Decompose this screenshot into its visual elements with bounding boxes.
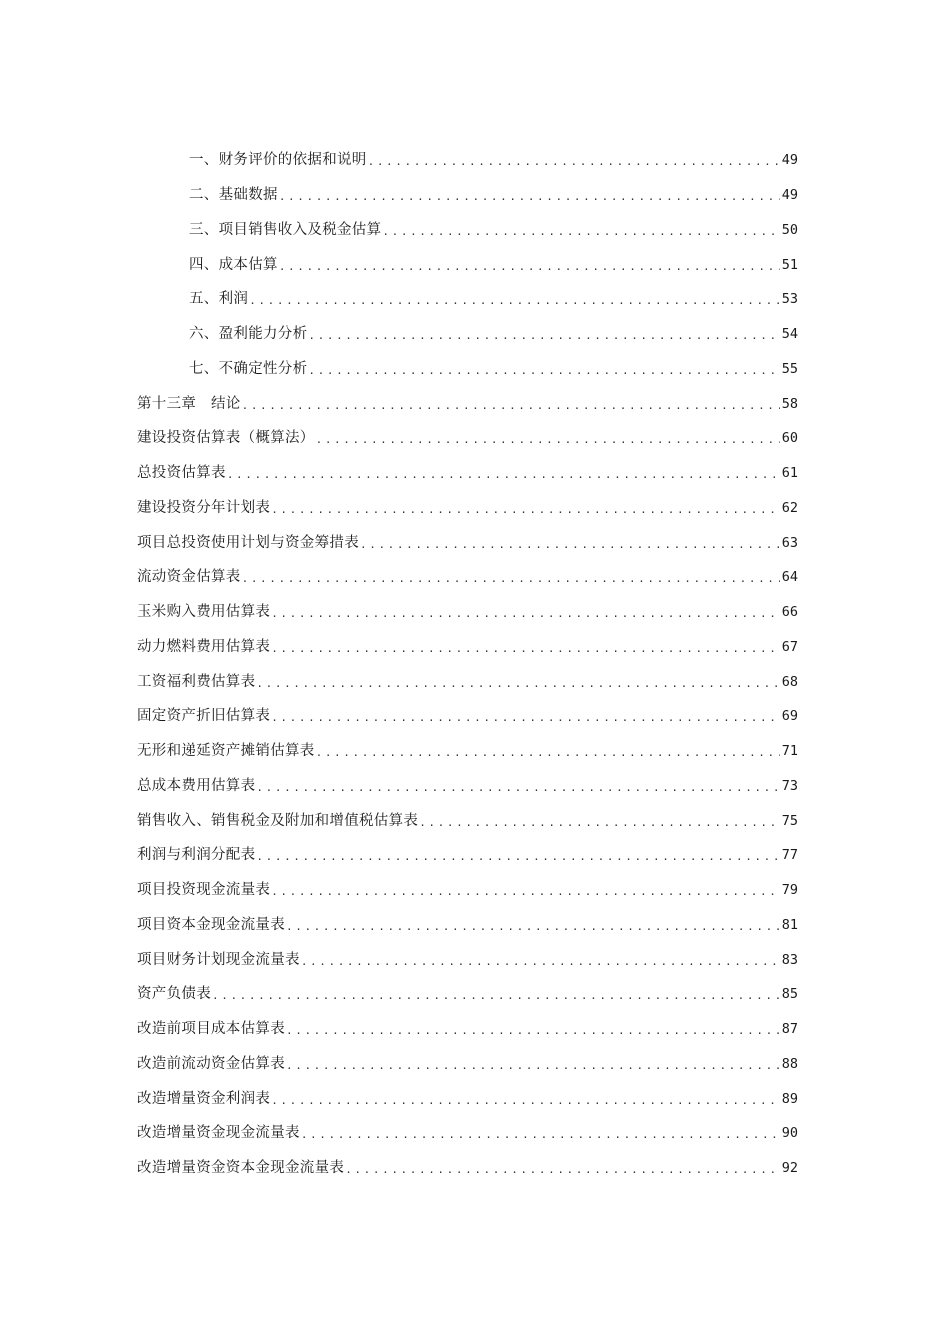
- toc-entry[interactable]: [0, 1116, 950, 1151]
- toc-page-number: 69: [781, 708, 798, 725]
- toc-dot-leader: [227, 465, 780, 485]
- toc-entry[interactable]: [0, 838, 950, 873]
- toc-entry[interactable]: [0, 977, 950, 1012]
- toc-page-number: 66: [781, 604, 798, 621]
- toc-dot-leader: [301, 952, 780, 972]
- toc-dot-leader: [382, 222, 779, 242]
- toc-entry[interactable]: [0, 1151, 950, 1186]
- toc-entry-title: 四、成本估算: [189, 256, 278, 273]
- toc-entry[interactable]: [0, 317, 950, 352]
- toc-dot-leader: [419, 813, 780, 833]
- toc-entry[interactable]: [0, 1081, 950, 1116]
- toc-dot-leader: [271, 882, 780, 902]
- toc-entry-title: 建设投资分年计划表: [137, 499, 271, 516]
- toc-page-number: 53: [781, 291, 798, 308]
- toc-dot-leader: [345, 1160, 780, 1180]
- toc-dot-leader: [316, 430, 780, 450]
- toc-entry[interactable]: [0, 908, 950, 943]
- toc-entry[interactable]: [0, 491, 950, 526]
- toc-page-number: 64: [781, 569, 798, 586]
- toc-dot-leader: [308, 326, 779, 346]
- toc-entry-title: 改造增量资金资本金现金流量表: [137, 1160, 345, 1177]
- toc-entry[interactable]: [0, 942, 950, 977]
- toc-page-number: 90: [781, 1125, 798, 1142]
- toc-dot-leader: [316, 743, 780, 763]
- toc-entry[interactable]: [0, 595, 950, 630]
- toc-page-number: 81: [781, 916, 798, 933]
- toc-dot-leader: [242, 569, 780, 589]
- toc-dot-leader: [242, 396, 780, 416]
- toc-dot-leader: [368, 152, 780, 172]
- toc-page-number: 62: [781, 499, 798, 516]
- toc-entry[interactable]: [0, 386, 950, 421]
- toc-entry[interactable]: [0, 456, 950, 491]
- toc-entry-title: 建设投资估算表（概算法）: [137, 430, 315, 447]
- toc-entry[interactable]: [0, 803, 950, 838]
- toc-entry[interactable]: [0, 630, 950, 665]
- toc-entry-title: 玉米购入费用估算表: [137, 604, 271, 621]
- toc-page-number: 85: [781, 986, 798, 1003]
- toc-page-number: 71: [781, 743, 798, 760]
- toc-page-number: 75: [781, 812, 798, 829]
- toc-dot-leader: [286, 1056, 780, 1076]
- toc-page-number: 68: [781, 673, 798, 690]
- toc-entry-title: 三、项目销售收入及税金估算: [189, 221, 382, 238]
- toc-entry-title: 改造前项目成本估算表: [137, 1021, 285, 1038]
- toc-entry[interactable]: [0, 178, 950, 213]
- toc-dot-leader: [271, 1091, 780, 1111]
- toc-dot-leader: [256, 847, 779, 867]
- toc-entry[interactable]: [0, 1047, 950, 1082]
- toc-page-number: 61: [781, 465, 798, 482]
- toc-entry-title: 流动资金估算表: [137, 569, 241, 586]
- toc-entry[interactable]: [0, 352, 950, 387]
- toc-entry[interactable]: [0, 213, 950, 248]
- toc-dot-leader: [279, 257, 780, 277]
- toc-page-number: 63: [781, 534, 798, 551]
- toc-entry-title: 第十三章 结论: [137, 395, 241, 412]
- toc-page-number: 89: [781, 1090, 798, 1107]
- toc-page-number: 67: [781, 638, 798, 655]
- toc-dot-leader: [279, 187, 780, 207]
- toc-page-number: 58: [781, 395, 798, 412]
- toc-entry[interactable]: [0, 143, 950, 178]
- toc-entry-title: 资产负债表: [137, 986, 211, 1003]
- toc-entry[interactable]: [0, 769, 950, 804]
- toc-dot-leader: [286, 917, 780, 937]
- toc-entry[interactable]: [0, 734, 950, 769]
- toc-entry[interactable]: [0, 699, 950, 734]
- toc-dot-leader: [271, 500, 780, 520]
- toc-entry-title: 无形和递延资产摊销估算表: [137, 743, 315, 760]
- toc-page-number: 49: [781, 187, 798, 204]
- toc-dot-leader: [256, 778, 779, 798]
- toc-page-number: 51: [781, 256, 798, 273]
- toc-page-number: 79: [781, 882, 798, 899]
- toc-page-number: 77: [781, 847, 798, 864]
- toc-entry-title: 动力燃料费用估算表: [137, 638, 271, 655]
- toc-dot-leader: [212, 986, 780, 1006]
- toc-entry-title: 总投资估算表: [137, 465, 226, 482]
- toc-page-number: 87: [781, 1021, 798, 1038]
- toc-dot-leader: [271, 639, 780, 659]
- toc-entry-title: 项目资本金现金流量表: [137, 916, 285, 933]
- toc-entry[interactable]: [0, 282, 950, 317]
- toc-entry-title: 改造增量资金现金流量表: [137, 1125, 300, 1142]
- toc-entry-title: 七、不确定性分析: [189, 360, 308, 377]
- toc-dot-leader: [301, 1125, 780, 1145]
- toc-entry-title: 六、盈利能力分析: [189, 326, 308, 343]
- toc-entry[interactable]: [0, 247, 950, 282]
- toc-page-number: 73: [781, 777, 798, 794]
- toc-entry-title: 项目财务计划现金流量表: [137, 951, 300, 968]
- toc-entry-title: 改造前流动资金估算表: [137, 1055, 285, 1072]
- toc-page-number: 92: [781, 1160, 798, 1177]
- toc-entry-title: 工资福利费估算表: [137, 673, 256, 690]
- toc-entry[interactable]: [0, 421, 950, 456]
- toc-page-number: 54: [781, 326, 798, 343]
- toc-page-number: 49: [781, 152, 798, 169]
- toc-entry-title: 销售收入、销售税金及附加和增值税估算表: [137, 812, 419, 829]
- toc-entry[interactable]: [0, 1012, 950, 1047]
- toc-page-number: 83: [781, 951, 798, 968]
- toc-dot-leader: [271, 604, 780, 624]
- toc-dot-leader: [256, 674, 779, 694]
- toc-entry[interactable]: [0, 664, 950, 699]
- toc-entry-title: 项目投资现金流量表: [137, 882, 271, 899]
- toc-entry-title: 二、基础数据: [189, 187, 278, 204]
- toc-dot-leader: [308, 361, 779, 381]
- toc-entry-title: 固定资产折旧估算表: [137, 708, 271, 725]
- toc-entry-title: 利润与利润分配表: [137, 847, 256, 864]
- toc-entry[interactable]: [0, 873, 950, 908]
- toc-entry-title: 项目总投资使用计划与资金筹措表: [137, 534, 359, 551]
- toc-dot-leader: [360, 535, 780, 555]
- toc-entry-title: 改造增量资金利润表: [137, 1090, 271, 1107]
- toc-page-number: 50: [781, 221, 798, 238]
- toc-entry-title: 一、财务评价的依据和说明: [189, 152, 367, 169]
- toc-entry-title: 总成本费用估算表: [137, 777, 256, 794]
- toc-page-number: 55: [781, 360, 798, 377]
- toc-page-number: 88: [781, 1055, 798, 1072]
- toc-dot-leader: [286, 1021, 780, 1041]
- toc-entry[interactable]: [0, 525, 950, 560]
- table-of-contents: [0, 143, 950, 1186]
- toc-entry[interactable]: [0, 560, 950, 595]
- toc-dot-leader: [249, 291, 780, 311]
- toc-dot-leader: [271, 708, 780, 728]
- toc-page-number: 60: [781, 430, 798, 447]
- toc-entry-title: 五、利润: [189, 291, 249, 308]
